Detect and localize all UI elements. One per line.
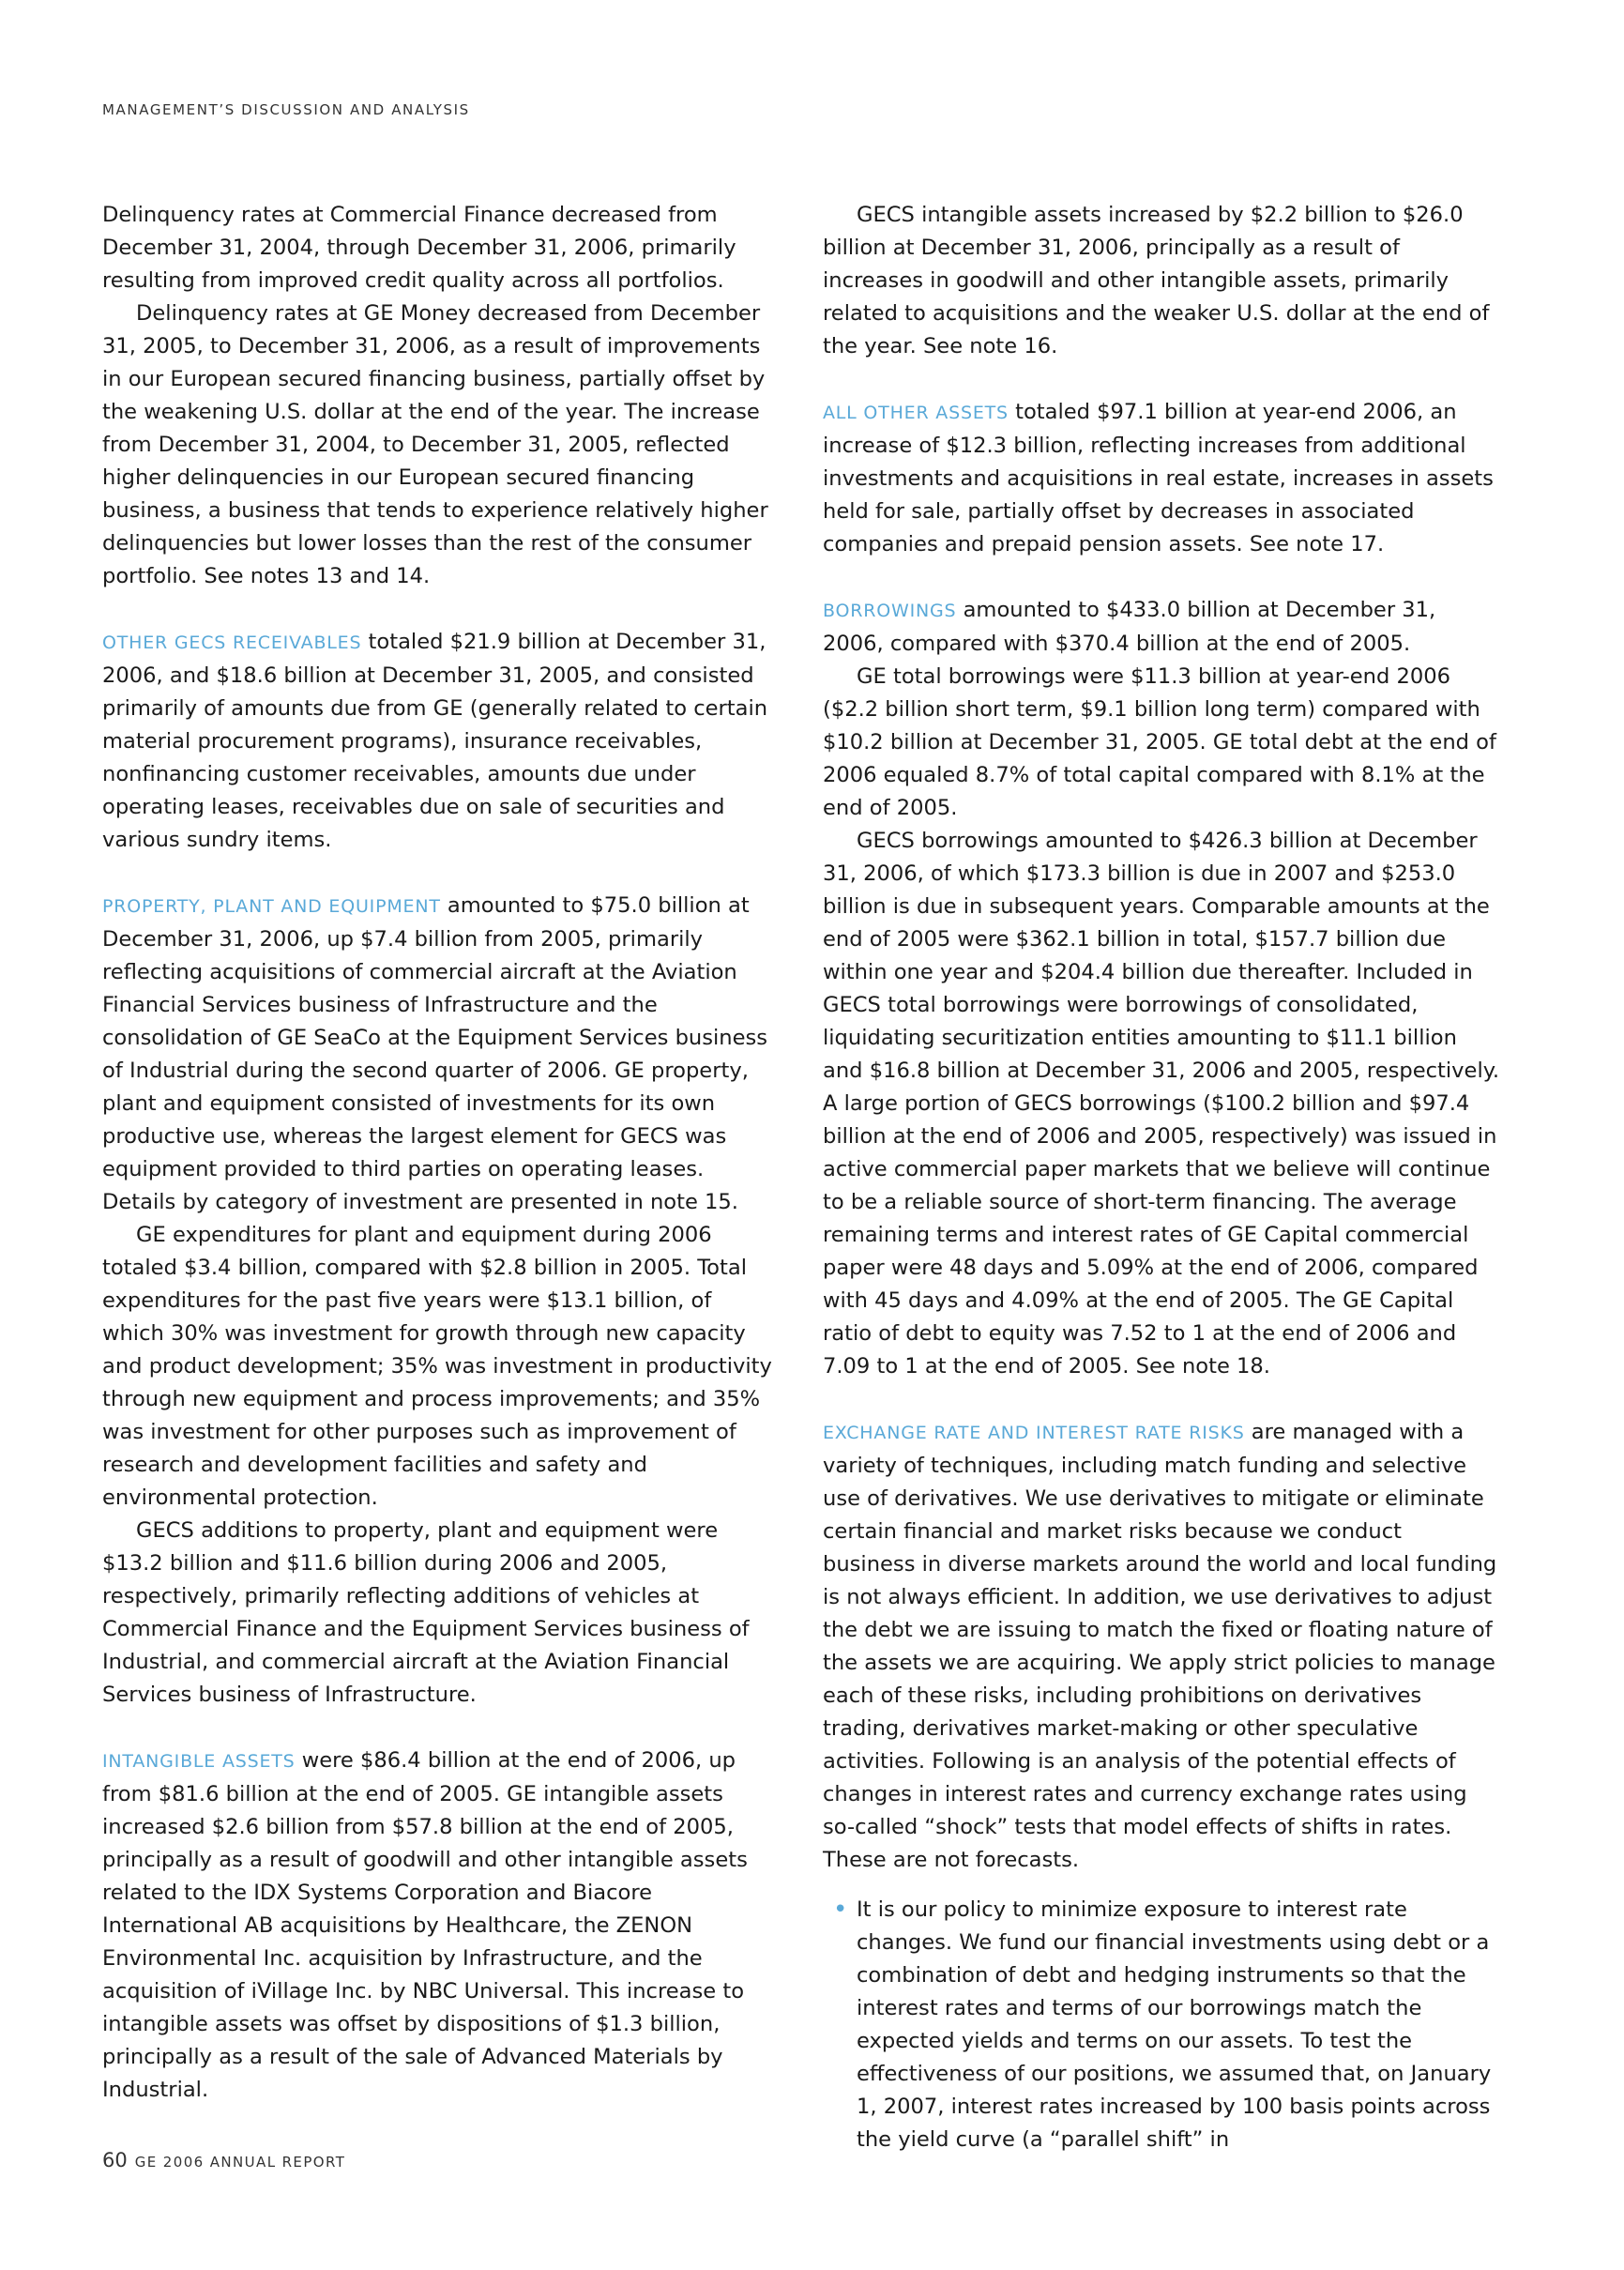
bullet-icon: • [833, 1896, 848, 1924]
paragraph: GECS additions to property, plant and equipment were $13.2 billion and $11.6 billion during 2006 and 2005, respectively, primarily reflecting additions of vehicles at Commercial Finance and the Equipment Services business of Industrial, and commercial aircraft at the Aviation Financial Services business of Infrastructure. [102, 1518, 750, 1707]
paragraph-text: totaled $21.9 billion at December 31, 2006, and $18.6 billion at December 31, 2005, and consisted primarily of amounts due from GE (generally related to certain material procurement programs), insurance receivables, nonfinancing customer receivables, amounts due under operating leases, receivables due on sale of securities and various sundry items. [102, 630, 768, 852]
paragraph-borrowings [823, 594, 1500, 661]
list-item-text: It is our policy to minimize exposure to interest rate changes. We fund our financial investments using debt or a combination of debt and hedging instruments so that the interest rates and terms of our borrowings match the expected yields and terms on our assets. To test the effectiveness of our positions, we assumed that, on January 1, 2007, interest rates increased by 100 basis points across the yield curve (a “parallel shift” in [857, 1897, 1492, 2152]
paragraph-text: amounted to $75.0 billion at December 31, 2006, up $7.4 billion from 2005, primarily reflecting acquisitions of commercial aircraft at the Aviation Financial Services business of Infrastructure and the consolidation of GE SeaCo at the Equipment Services business of Industrial during the second quarter of 2006. GE property, plant and equipment consisted of investments for its own productive use, whereas the largest element for GECS was equipment provided to third parties on operating leases. Details by category of investment are presented in note 15. [102, 893, 768, 1214]
paragraph-text: totaled $97.1 billion at year-end 2006, an increase of $12.3 billion, reflecting increases from additional investments and acquisitions in real estate, increases in assets held for sale, partially offset by decreases in associated companies and prepaid pension assets. See note 17. [823, 400, 1494, 556]
list-item [833, 1894, 1500, 2156]
section-lead-in: ALL OTHER ASSETS [823, 403, 1009, 423]
left-column [102, 199, 780, 2107]
bullet-list [823, 1894, 1500, 2156]
paragraph-property-plant-equipment [102, 890, 780, 1219]
page-footer [102, 2149, 345, 2171]
section-lead-in: EXCHANGE RATE AND INTEREST RATE RISKS [823, 1423, 1245, 1443]
page-number: 60 [102, 2149, 128, 2171]
report-title: GE 2006 ANNUAL REPORT [134, 2154, 346, 2171]
paragraph: GE total borrowings were $11.3 billion at year-end 2006 ($2.2 billion short term, $9.1 billion long term) compared with $10.2 billion at December 31, 2005. GE total debt at the end of 2006 equaled 8.7% of total capital compared with 8.1% at the end of 2005. [823, 664, 1496, 820]
section-lead-in: INTANGIBLE ASSETS [102, 1751, 296, 1772]
paragraph: Delinquency rates at Commercial Finance decreased from December 31, 2004, through December 31, 2006, primarily resulting from improved credit quality across all portfolios. [102, 203, 736, 293]
right-column [823, 199, 1500, 2156]
paragraph-text: amounted to $433.0 billion at December 31, 2006, compared with $370.4 billion at the end of 2005. [823, 598, 1436, 656]
page-header: MANAGEMENT’S DISCUSSION AND ANALYSIS [102, 101, 470, 118]
section-lead-in: BORROWINGS [823, 601, 957, 621]
paragraph-exchange-rate-risks [823, 1416, 1500, 1877]
paragraph-text: were $86.4 billion at the end of 2006, up from $81.6 billion at the end of 2005. GE intangible assets increased $2.6 billion from $57.8 billion at the end of 2005, principally as a result of goodwill and other intangible assets related to the IDX Systems Corporation and Biacore International AB acquisitions by Healthcare, the ZENON Environmental Inc. acquisition by Infrastructure, and the acquisition of iVillage Inc. by NBC Universal. This increase to intangible assets was offset by dispositions of $1.3 billion, principally as a result of the sale of Advanced Materials by Industrial. [102, 1748, 748, 2102]
section-lead-in: PROPERTY, PLANT AND EQUIPMENT [102, 896, 441, 917]
section-lead-in: OTHER GECS RECEIVABLES [102, 632, 362, 653]
paragraph: GECS borrowings amounted to $426.3 billion at December 31, 2006, of which $173.3 billion is due in 2007 and $253.0 billion is due in subsequent years. Comparable amounts at the end of 2005 were $362.1 billion in total, $157.7 billion due within one year and $204.4 billion due thereafter. Included in GECS total borrowings were borrowings of consolidated, liquidating securitization entities amounting to $11.1 billion and $16.8 billion at December 31, 2006 and 2005, respectively. A large portion of GECS borrowings ($100.2 billion and $97.4 billion at the end of 2006 and 2005, respectively) was issued in active commercial paper markets that we believe will continue to be a reliable source of short-term financing. The average remaining terms and interest rates of GE Capital commercial paper were 48 days and 5.09% at the end of 2006, compared with 45 days and 4.09% at the end of 2005. The GE Capital ratio of debt to equity was 7.52 to 1 at the end of 2006 and 7.09 to 1 at the end of 2005. See note 18. [823, 829, 1500, 1379]
paragraph-intangible-assets [102, 1744, 780, 2107]
paragraph: GE expenditures for plant and equipment during 2006 totaled $3.4 billion, compared with $2.8 billion in 2005. Total expenditures for the past five years were $13.1 billion, of which 30% was investment for growth through new capacity and product development; 35% was investment in productivity through new equipment and process improvements; and 35% was investment for other purposes such as improvement of research and development facilities and safety and environmental protection. [102, 1223, 772, 1510]
paragraph: GECS intangible assets increased by $2.2 billion to $26.0 billion at December 31, 2006, principally as a result of increases in goodwill and other intangible assets, primarily related to acquisitions and the weaker U.S. dollar at the end of the year. See note 16. [823, 203, 1490, 358]
paragraph-all-other-assets [823, 396, 1500, 561]
paragraph-other-gecs-receivables [102, 626, 780, 857]
paragraph: Delinquency rates at GE Money decreased from December 31, 2005, to December 31, 2006, as a result of improvements in our European secured financing business, partially offset by the weakening U.S. dollar at the end of the year. The increase from December 31, 2004, to December 31, 2005, reflected higher delinquencies in our European secured financing business, a business that tends to experience relatively higher delinquencies but lower losses than the rest of the consumer portfolio. See notes 13 and 14. [102, 301, 768, 588]
paragraph-text: are managed with a variety of techniques, including match funding and selective use of derivatives. We use derivatives to mitigate or eliminate certain financial and market risks because we conduct business in diverse markets around the world and local funding is not always efficient. In addition, we use derivatives to adjust the debt we are issuing to match the fixed or floating nature of the assets we are acquiring. We apply strict policies to manage each of these risks, including prohibitions on derivatives trading, derivatives market-making or other speculative activities. Following is an analysis of the potential effects of changes in interest rates and currency exchange rates using so-called “shock” tests that model effects of shifts in rates. These are not forecasts. [823, 1420, 1497, 1872]
